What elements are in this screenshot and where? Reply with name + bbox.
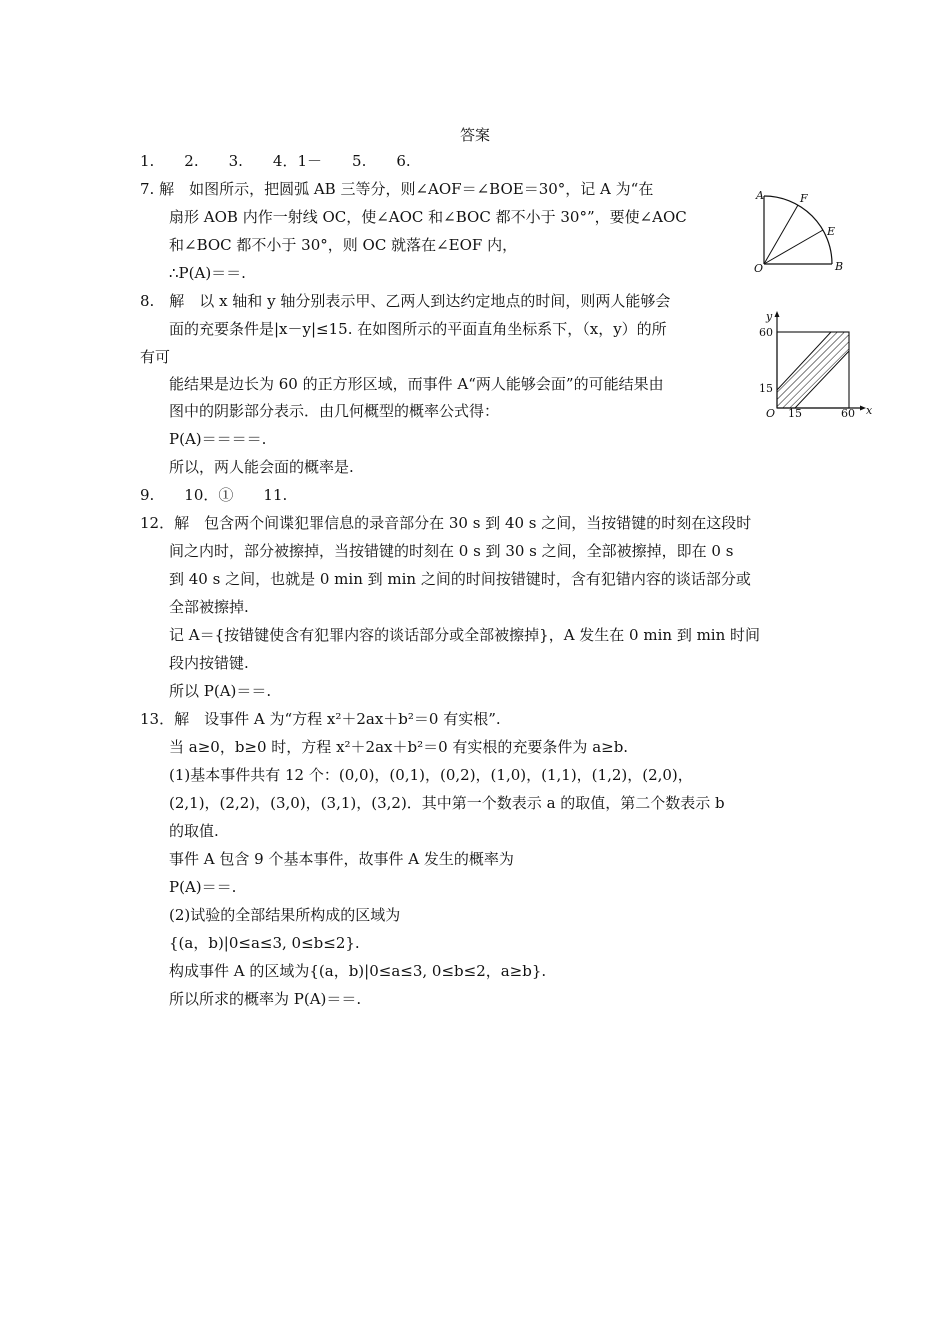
answer-line-9: 能结果是边长为 60 的正方形区域，而事件 A“两人能够会面”的可能结果由 bbox=[169, 375, 664, 393]
answer-line-25: 的取值. bbox=[169, 822, 219, 840]
label-y60: 60 bbox=[759, 326, 773, 339]
answer-line-22: 当 a≥0，b≥0 时，方程 x²＋2ax＋b²＝0 有实根的充要条件为 a≥b. bbox=[169, 738, 629, 756]
answer-line-20: 所以 P(A)＝＝. bbox=[169, 682, 272, 700]
answer-line-24: (2,1)，(2,2)，(3,0)，(3,1)，(3,2)．其中第一个数表示 a 的取值，第二个数表示 b bbox=[169, 794, 725, 812]
label-x60: 60 bbox=[841, 407, 855, 420]
answer-line-29: {(a，b)|0≤a≤3, 0≤b≤2}. bbox=[169, 934, 360, 952]
answer-title: 答案 bbox=[459, 126, 490, 144]
answer-line-26: 事件 A 包含 9 个基本事件，故事件 A 发生的概率为 bbox=[169, 850, 514, 868]
label-y-axis: y bbox=[766, 310, 773, 323]
sector-figure bbox=[750, 188, 860, 273]
answer-line-21: 13．解 设事件 A 为“方程 x²＋2ax＋b²＝0 有实根”. bbox=[140, 710, 501, 728]
answer-line-8: 有可 bbox=[140, 348, 171, 366]
answer-line-19: 段内按错键. bbox=[169, 654, 249, 672]
answer-line-17: 全部被擦掉. bbox=[169, 598, 249, 616]
answer-line-11: P(A)＝＝＝＝. bbox=[169, 430, 267, 448]
label-origin: O bbox=[766, 407, 776, 420]
answer-line-31: 所以所求的概率为 P(A)＝＝. bbox=[169, 990, 362, 1008]
answer-line-30: 构成事件 A 的区域为{(a，b)|0≤a≤3, 0≤b≤2，a≥b}. bbox=[169, 962, 547, 980]
label-f: F bbox=[800, 192, 808, 205]
answer-line-27: P(A)＝＝. bbox=[169, 878, 237, 896]
label-b: B bbox=[835, 260, 844, 273]
answer-line-13: 9. 10．① 11. bbox=[140, 486, 288, 504]
answer-line-4: 和∠BOC 都不小于 30°，则 OC 就落在∠EOF 内， bbox=[169, 236, 518, 254]
answer-line-18: 记 A＝{按错键使含有犯罪内容的谈话部分或全部被擦掉}，A 发生在 0 min 到 min 时间 bbox=[169, 626, 761, 644]
label-x15: 15 bbox=[788, 407, 802, 420]
answer-line-3: 扇形 AOB 内作一射线 OC，使∠AOC 和∠BOC 都不小于 30°”，要使∠AOC bbox=[169, 208, 687, 226]
answer-line-1: 1. 2. 3. 4．1－ 5. 6. bbox=[140, 152, 411, 170]
meeting-region-figure bbox=[755, 308, 875, 420]
answer-line-16: 到 40 s 之间，也就是 0 min 到 min 之间的时间按错键时，含有犯错内容的谈话部分或 bbox=[169, 570, 751, 588]
answer-line-7: 面的充要条件是|x－y|≤15. 在如图所示的平面直角坐标系下，（x，y）的所 bbox=[169, 320, 667, 338]
answer-line-12: 所以，两人能会面的概率是. bbox=[169, 458, 354, 476]
label-e: E bbox=[827, 225, 836, 238]
answer-line-2: 7. 解 如图所示，把圆弧 AB 三等分，则∠AOF＝∠BOE＝30°，记 A 为“在 bbox=[140, 180, 654, 198]
label-a: A bbox=[756, 189, 764, 202]
answer-line-23: (1)基本事件共有 12 个：(0,0)，(0,1)，(0,2)，(1,0)，(1,1)，(1,2)，(2,0)， bbox=[169, 766, 693, 784]
answer-line-6: 8. 解 以 x 轴和 y 轴分别表示甲、乙两人到达约定地点的时间，则两人能够会 bbox=[140, 292, 671, 310]
answer-line-15: 间之内时，部分被擦掉，当按错键的时刻在 0 s 到 30 s 之间，全部被擦掉，即在 0 s bbox=[169, 542, 734, 560]
answer-line-5: ∴P(A)＝＝. bbox=[169, 264, 246, 282]
answer-line-10: 图中的阴影部分表示．由几何概型的概率公式得： bbox=[169, 402, 500, 420]
label-x-axis: x bbox=[866, 404, 873, 417]
answer-line-28: (2)试验的全部结果所构成的区域为 bbox=[169, 906, 401, 924]
label-y15: 15 bbox=[759, 382, 773, 395]
label-o: O bbox=[754, 262, 764, 275]
answer-line-14: 12．解 包含两个间谍犯罪信息的录音部分在 30 s 到 40 s 之间，当按错键的时刻在这段时 bbox=[140, 514, 752, 532]
